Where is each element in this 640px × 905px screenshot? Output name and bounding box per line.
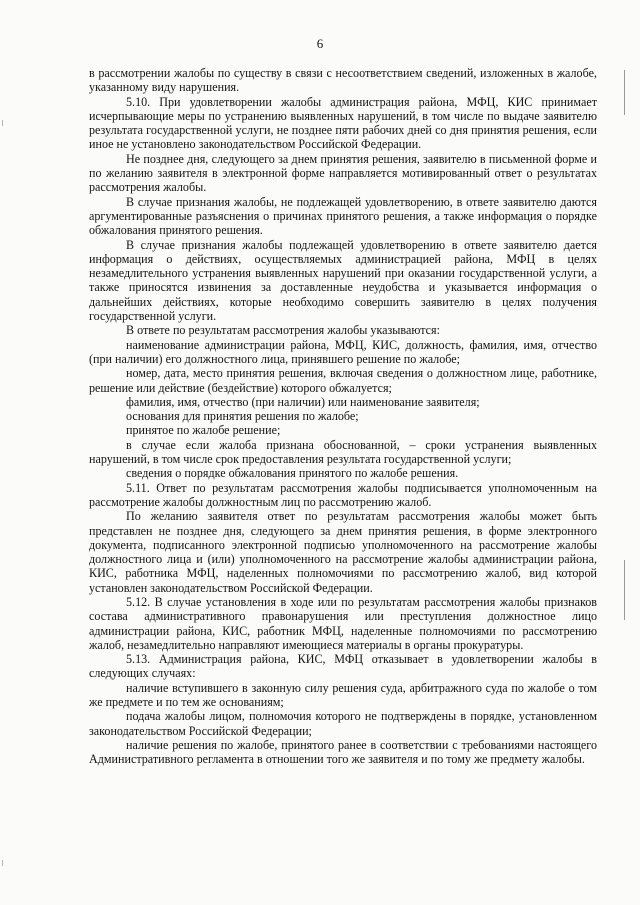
page-number: 6: [316, 36, 324, 51]
scan-edge-line: [624, 70, 625, 115]
paragraph: По желанию заявителя ответ по результатам рассмотрения жалобы может быть представлен не позднее дня, следующего за днем принятия решения, в форме электронного документа, подписанного электронной подписью уполномоченного на рассмотрение жалобы должностного лица и (или) уполномоченного на рассмотрение жалобы администрации района, КИС, работника МФЦ, наделенных полномочиями по рассмотрению жалоб, вид которой установлен законодательством Российской Федерации.: [89, 509, 597, 595]
list-item: сведения о порядке обжалования принятого по жалобе решения.: [126, 466, 459, 481]
paragraph: Не позднее дня, следующего за днем принятия решения, заявителю в письменной форме и по желанию заявителя в электронной форме направляется мотивированный ответ о результатах рассмотрения жалобы.: [89, 151, 597, 195]
paragraph: 5.13. Администрация района, КИС, МФЦ отказывает в удовлетворении жалобы в следующих случаях:: [89, 652, 597, 681]
paragraph: В случае признания жалобы подлежащей удовлетворению в ответе заявителю дается информация о действиях, осуществляемых администрацией района, МФЦ в целях незамедлительного устранения выявленных нарушений при оказании государственной услуги, а также приносятся извинения за доставленные неудобства и указывается информация о дальнейших действиях, которые необходимо совершить заявителю в целях получения государственной услуги.: [89, 237, 597, 324]
paragraph: в рассмотрении жалобы по существу в связи с несоответствием сведений, изложенных в жалобе, указанному виду нарушения.: [89, 66, 597, 95]
list-item: номер, дата, место принятия решения, включая сведения о должностном лице, работнике, решение или действие (бездействие) которого обжалуется;: [89, 366, 597, 395]
list-item: в случае если жалоба признана обоснованной, – сроки устранения выявленных нарушений, в том числе срок предоставления результата государственной услуги;: [89, 437, 597, 467]
list-item: фамилия, имя, отчество (при наличии) или наименование заявителя;: [126, 394, 480, 409]
list-item: подача жалобы лицом, полномочия которого не подтверждены в порядке, установленном законодательством Российской Федерации;: [89, 709, 597, 738]
scan-edge-line: [624, 560, 625, 620]
scan-edge-mark: [2, 860, 3, 866]
document-body: [89, 66, 597, 767]
paragraph: В ответе по результатам рассмотрения жалобы указываются:: [126, 323, 440, 338]
paragraph: 5.11. Ответ по результатам рассмотрения жалобы подписывается уполномоченным на рассмотрение жалобы должностным лиц по рассмотрению жалоб.: [89, 480, 597, 509]
list-item: наличие вступившего в законную силу решения суда, арбитражного суда по жалобе о том же предмете и по тем же основаниям;: [89, 680, 597, 710]
list-item: наименование администрации района, МФЦ, КИС, должность, фамилия, имя, отчество (при наличии) его должностного лица, принявшего решение по жалобе;: [89, 337, 597, 366]
paragraph: В случае признания жалобы, не подлежащей удовлетворению, в ответе заявителю даются аргументированные разъяснения о причинах принятого решения, а также информация о порядке обжалования принятого решения.: [89, 194, 597, 238]
scan-edge-mark: [2, 120, 3, 126]
list-item: принятое по жалобе решение;: [126, 423, 281, 438]
list-item: основания для принятия решения по жалобе;: [126, 409, 359, 424]
paragraph: 5.12. В случае установления в ходе или по результатам рассмотрения жалобы признаков состава административного правонарушения или преступления должностное лицо администрации района, КИС, работник МФЦ, наделенные полномочиями по рассмотрению жалоб, незамедлительно направляют имеющиеся материалы в органы прокуратуры.: [89, 594, 597, 652]
list-item: наличие решения по жалобе, принятого ранее в соответствии с требованиями настоящего Административного регламента в отношении того же заявителя и по тому же предмету жалобы.: [89, 737, 597, 767]
paragraph: 5.10. При удовлетворении жалобы администрация района, МФЦ, КИС принимает исчерпывающие меры по устранению выявленных нарушений, в том числе по выдаче заявителю результата государственной услуги, не позднее пяти рабочих дней со дня принятия решения, если иное не установлено законодательством Российской Федерации.: [89, 94, 597, 152]
